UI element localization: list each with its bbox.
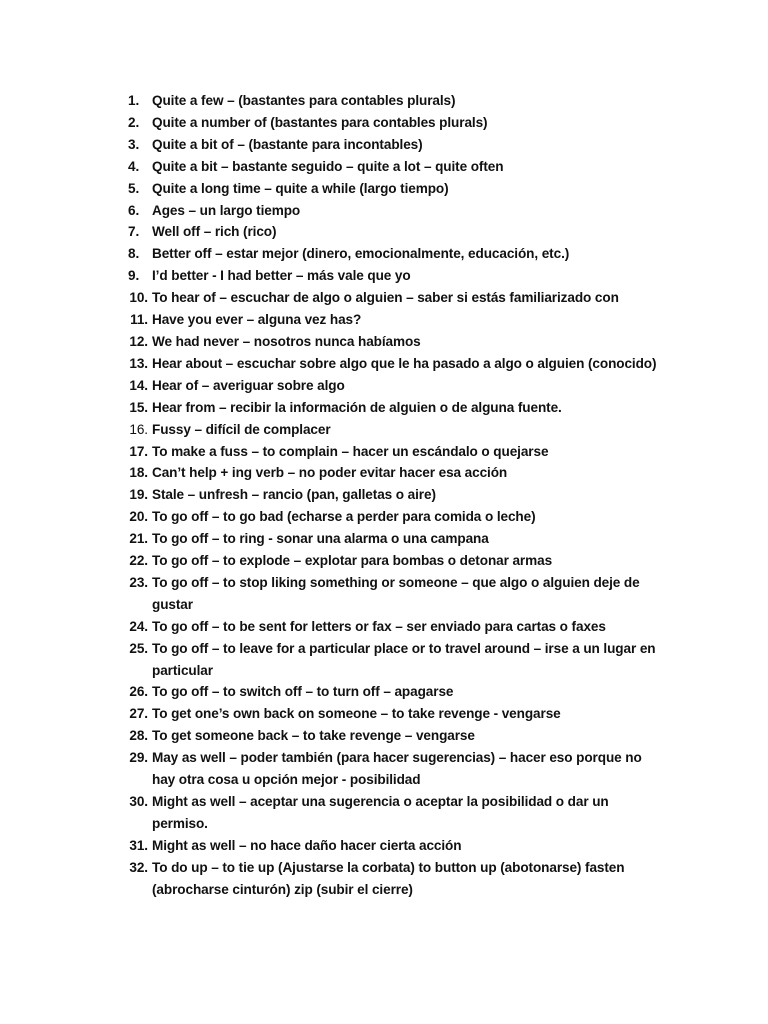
item-text: Have you ever – alguna vez has? — [152, 312, 362, 328]
item-number: 2. — [128, 114, 140, 130]
item-number: 28. — [129, 728, 148, 744]
list-item — [118, 397, 663, 419]
item-number: 1. — [128, 93, 140, 108]
list-item — [118, 178, 663, 200]
list-item — [118, 725, 663, 747]
item-text: May as well – poder también (para hacer sugerencias) – hacer eso porque no hay otra cosa u opción mejor - posibilidad — [152, 750, 642, 788]
list-item — [118, 200, 663, 222]
item-number: 13. — [129, 355, 148, 371]
list-item — [118, 791, 663, 835]
item-text: Can’t help + ing verb – no poder evitar hacer esa acción — [152, 465, 508, 481]
list-item — [118, 616, 663, 638]
list-item — [118, 638, 663, 682]
list-item — [118, 287, 663, 309]
item-text: Quite a long time – quite a while (largo tiempo) — [152, 180, 449, 196]
list-item — [118, 441, 663, 463]
item-number: 11. — [130, 312, 148, 328]
item-number: 24. — [129, 618, 148, 634]
item-number: 29. — [129, 750, 148, 766]
item-number: 17. — [129, 443, 148, 459]
vocabulary-list — [118, 90, 663, 901]
list-item — [118, 681, 663, 703]
list-item — [118, 506, 663, 528]
item-number: 5. — [128, 180, 140, 196]
item-text: Hear about – escuchar sobre algo que le ha pasado a algo o alguien (conocido) — [152, 355, 657, 371]
item-number: 31. — [129, 837, 148, 853]
item-text: To go off – to go bad (echarse a perder para comida o leche) — [152, 509, 536, 525]
item-number: 12. — [129, 333, 148, 349]
list-item — [118, 835, 663, 857]
item-text: To make a fuss – to complain – hacer un escándalo o quejarse — [152, 443, 549, 459]
item-text: To go off – to leave for a particular place or to travel around – irse a un lugar en particular — [152, 640, 656, 678]
item-text: Quite a number of (bastantes para contables plurals) — [152, 114, 488, 130]
list-item — [118, 112, 663, 134]
item-number: 7. — [128, 224, 140, 240]
list-item — [118, 857, 663, 901]
item-number: 20. — [129, 509, 148, 525]
item-text: To go off – to explode – explotar para bombas o detonar armas — [152, 553, 553, 569]
list-item — [118, 221, 663, 243]
item-text: To do up – to tie up (Ajustarse la corbata) to button up (abotonarse) fasten (abrocharse cinturón) zip (subir el cierre) — [152, 859, 625, 897]
list-item — [118, 156, 663, 178]
item-number: 18. — [129, 465, 148, 481]
item-number: 14. — [129, 377, 148, 393]
item-text: To go off – to ring - sonar una alarma o una campana — [152, 531, 489, 547]
item-number: 4. — [128, 158, 140, 174]
list-item — [118, 703, 663, 725]
item-number: 30. — [129, 794, 148, 809]
item-number: 9. — [128, 268, 140, 284]
item-text: Hear from – recibir la información de alguien o de alguna fuente. — [152, 399, 562, 415]
item-text: We had never – nosotros nunca habíamos — [152, 333, 421, 349]
item-text: Better off – estar mejor (dinero, emocionalmente, educación, etc.) — [152, 246, 570, 262]
list-item — [118, 90, 663, 112]
item-text: To go off – to switch off – to turn off – apagarse — [152, 684, 454, 700]
item-number: 19. — [129, 487, 148, 503]
list-item — [118, 747, 663, 791]
item-number: 22. — [129, 553, 148, 569]
item-text: Ages – un largo tiempo — [152, 202, 301, 218]
item-text: Stale – unfresh – rancio (pan, galletas o aire) — [152, 487, 436, 503]
item-number: 15. — [129, 399, 148, 415]
item-number: 6. — [128, 202, 140, 218]
item-text: Quite a few – (bastantes para contables plurals) — [152, 93, 456, 108]
item-number: 21. — [129, 531, 148, 547]
list-item — [118, 419, 663, 441]
item-number: 23. — [129, 574, 148, 590]
list-item — [118, 243, 663, 265]
list-item — [118, 550, 663, 572]
item-text: To get someone back – to take revenge – vengarse — [152, 728, 475, 744]
item-text: Quite a bit – bastante seguido – quite a lot – quite often — [152, 158, 504, 174]
item-number: 32. — [129, 859, 148, 875]
item-text: Might as well – aceptar una sugerencia o aceptar la posibilidad o dar un permiso. — [152, 794, 609, 831]
item-number: 25. — [129, 640, 148, 656]
item-number: 26. — [129, 684, 148, 700]
list-item — [118, 484, 663, 506]
list-item — [118, 528, 663, 550]
item-text: I’d better - I had better – más vale que yo — [152, 268, 411, 284]
item-text: To go off – to be sent for letters or fax – ser enviado para cartas o faxes — [152, 618, 606, 634]
item-number: 3. — [128, 136, 140, 152]
list-item — [118, 265, 663, 287]
item-text: Fussy – difícil de complacer — [152, 421, 331, 437]
item-number: 8. — [128, 246, 140, 262]
list-item — [118, 134, 663, 156]
list-item — [118, 462, 663, 484]
item-text: Quite a bit of – (bastante para incontables) — [152, 136, 423, 152]
item-text: To hear of – escuchar de algo o alguien – saber si estás familiarizado con — [152, 290, 619, 306]
list-item — [118, 572, 663, 616]
item-text: To get one’s own back on someone – to take revenge - vengarse — [152, 706, 561, 722]
list-item — [118, 331, 663, 353]
item-text: To go off – to stop liking something or someone – que algo o alguien deje de gustar — [152, 574, 640, 612]
item-number: 27. — [129, 706, 148, 722]
item-text: Hear of – averiguar sobre algo — [152, 377, 345, 393]
list-item — [118, 353, 663, 375]
item-text: Might as well – no hace daño hacer cierta acción — [152, 837, 462, 853]
item-number: 10. — [129, 290, 148, 306]
list-item — [118, 375, 663, 397]
list-item — [118, 309, 663, 331]
item-text: Well off – rich (rico) — [152, 224, 277, 240]
item-number: 16. — [129, 421, 148, 437]
